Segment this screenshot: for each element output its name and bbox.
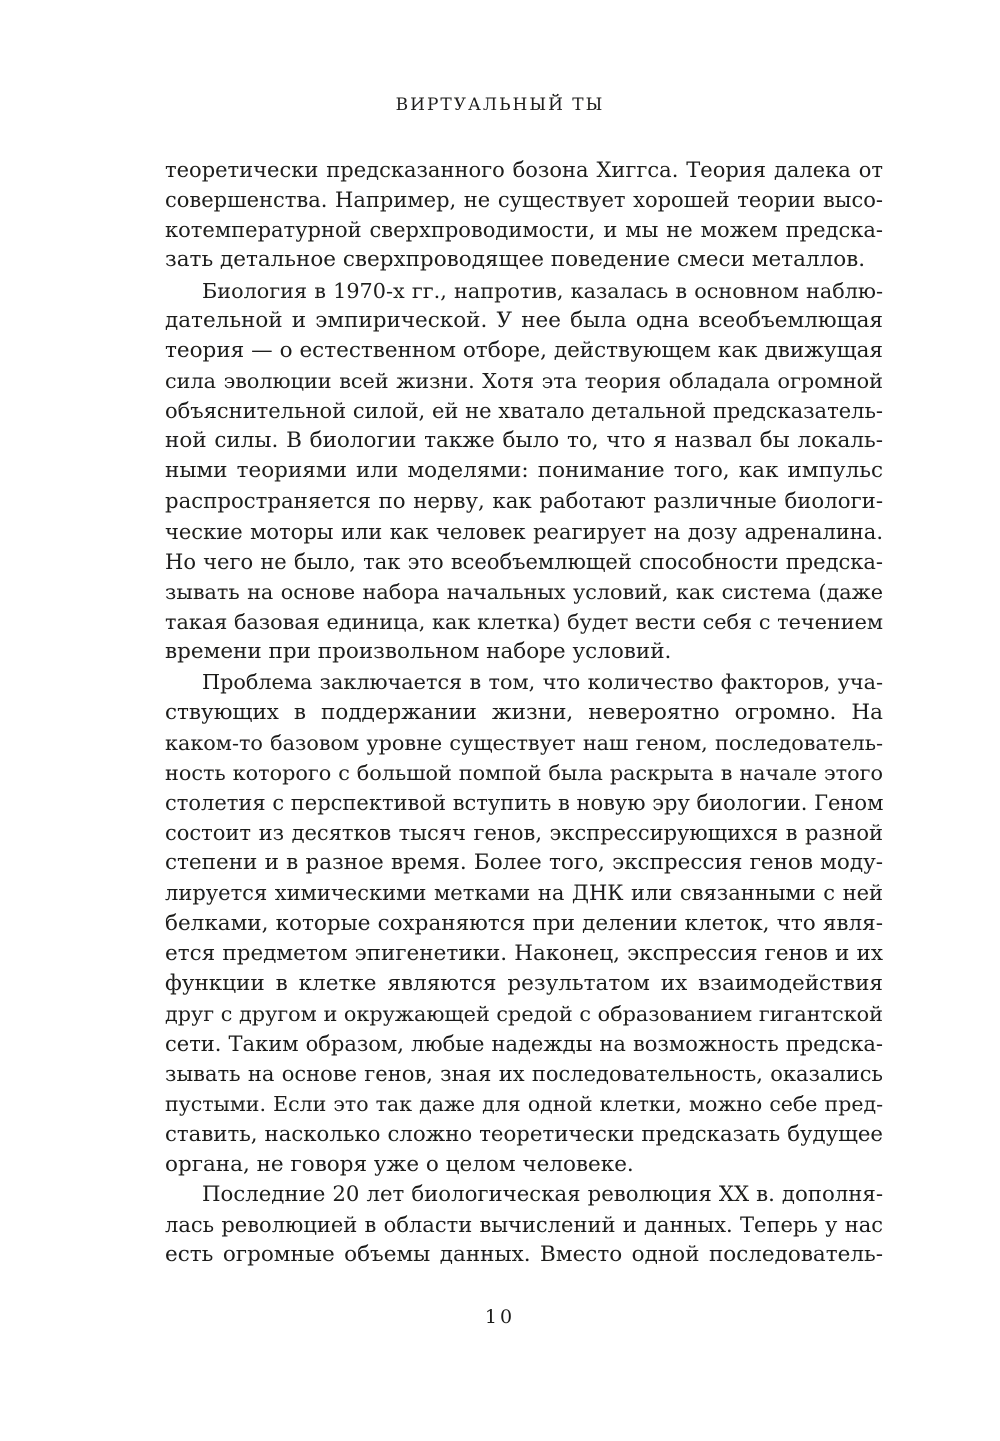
text-line: сети. Таким образом, любые надежды на возможность предска- [165,1032,883,1057]
text-line: лась революцией в области вычислений и данных. Теперь у нас [165,1212,883,1237]
text-line: столетия с перспективой вступить в новую эру биологии. Геном [165,790,884,815]
text-line: друг с другом и окружающей средой с образованием гигантской [165,1001,883,1026]
text-line: ность которого с большой помпой была раскрыта в начале этого [165,760,883,785]
text-line: теоретически предсказанного бозона Хиггса. Теория далека от [165,158,883,182]
text-line: Но чего не было, так это всеобъемлющей способности предска- [165,549,883,574]
text-line: степени и в разное время. Более того, экспрессия генов моду- [165,850,883,876]
text-line: функции в клетке являются результатом их взаимодействия [165,970,883,996]
text-line: белками, которые сохраняются при делении клеток, что явля- [165,910,883,936]
text-line: ной силы. В биологии также было то, что я назвал бы локаль- [165,428,883,454]
text-line: состоит из десятков тысяч генов, экспрессирующихся в разной [165,821,883,846]
text-line: пустыми. Если это так даже для одной клетки, можно себе пред- [165,1092,883,1117]
text-line: ческие моторы или как человек реагирует на дозу адреналина. [165,519,883,544]
text-line: дательной и эмпирической. У нее была одна всеобъемлющая [165,307,883,333]
paragraph [165,1180,883,1270]
text-line: Проблема заключается в том, что количество факторов, уча- [202,670,883,695]
text-line: времени при произвольном наборе условий. [165,639,672,665]
text-line: ставить, насколько сложно теоретически предсказать будущее [165,1121,883,1147]
text-line: распространяется по нерву, как работают различные биологи- [165,488,883,514]
text-line: органа, не говоря уже о целом человеке. [165,1151,634,1177]
text-line: сила эволюции всей жизни. Хотя эта теория обладала огромной [165,368,883,393]
text-line: котемпературной сверхпроводимости, и мы не можем предска- [165,218,883,243]
text-line: ствующих в поддержании жизни, невероятно огромно. На [165,699,883,725]
text-line: объяснительной силой, ей не хватало детальной предсказатель- [165,399,883,424]
running-head: ВИРТУАЛЬНЫЙ ТЫ [395,95,605,115]
text-line: ными теориями или моделями: понимание того, как импульс [165,458,883,484]
text-line: теория — о естественном отборе, действующем как движущая [165,337,883,363]
text-line: ется предметом эпигенетики. Наконец, экспрессия генов и их [165,940,883,966]
text-line: зывать на основе генов, зная их последовательность, оказались [165,1062,883,1087]
page-number: 10 [484,1306,516,1328]
paragraph [165,155,883,276]
text-line: зывать на основе набора начальных условий, как система (даже [165,579,883,604]
text-line: такая базовая единица, как клетка) будет вести себя с течением [165,610,883,635]
text-line: есть огромные объемы данных. Вместо одной последователь- [165,1242,883,1268]
text-line: лируется химическими метками на ДНК или связанными с ней [165,881,883,906]
text-line: Последние 20 лет биологическая революция XX в. дополня- [202,1181,883,1207]
paragraph [165,276,883,668]
body-text [165,155,883,1270]
paragraph [165,667,883,1179]
text-line: совершенства. Например, не существует хорошей теории высо- [165,188,883,213]
text-line: каком-то базовом уровне существует наш геном, последователь- [165,730,883,755]
text-line: зать детальное сверхпроводящее поведение смеси металлов. [165,247,866,273]
text-line: Биология в 1970-х гг., напротив, казалась в основном наблю- [202,278,883,303]
